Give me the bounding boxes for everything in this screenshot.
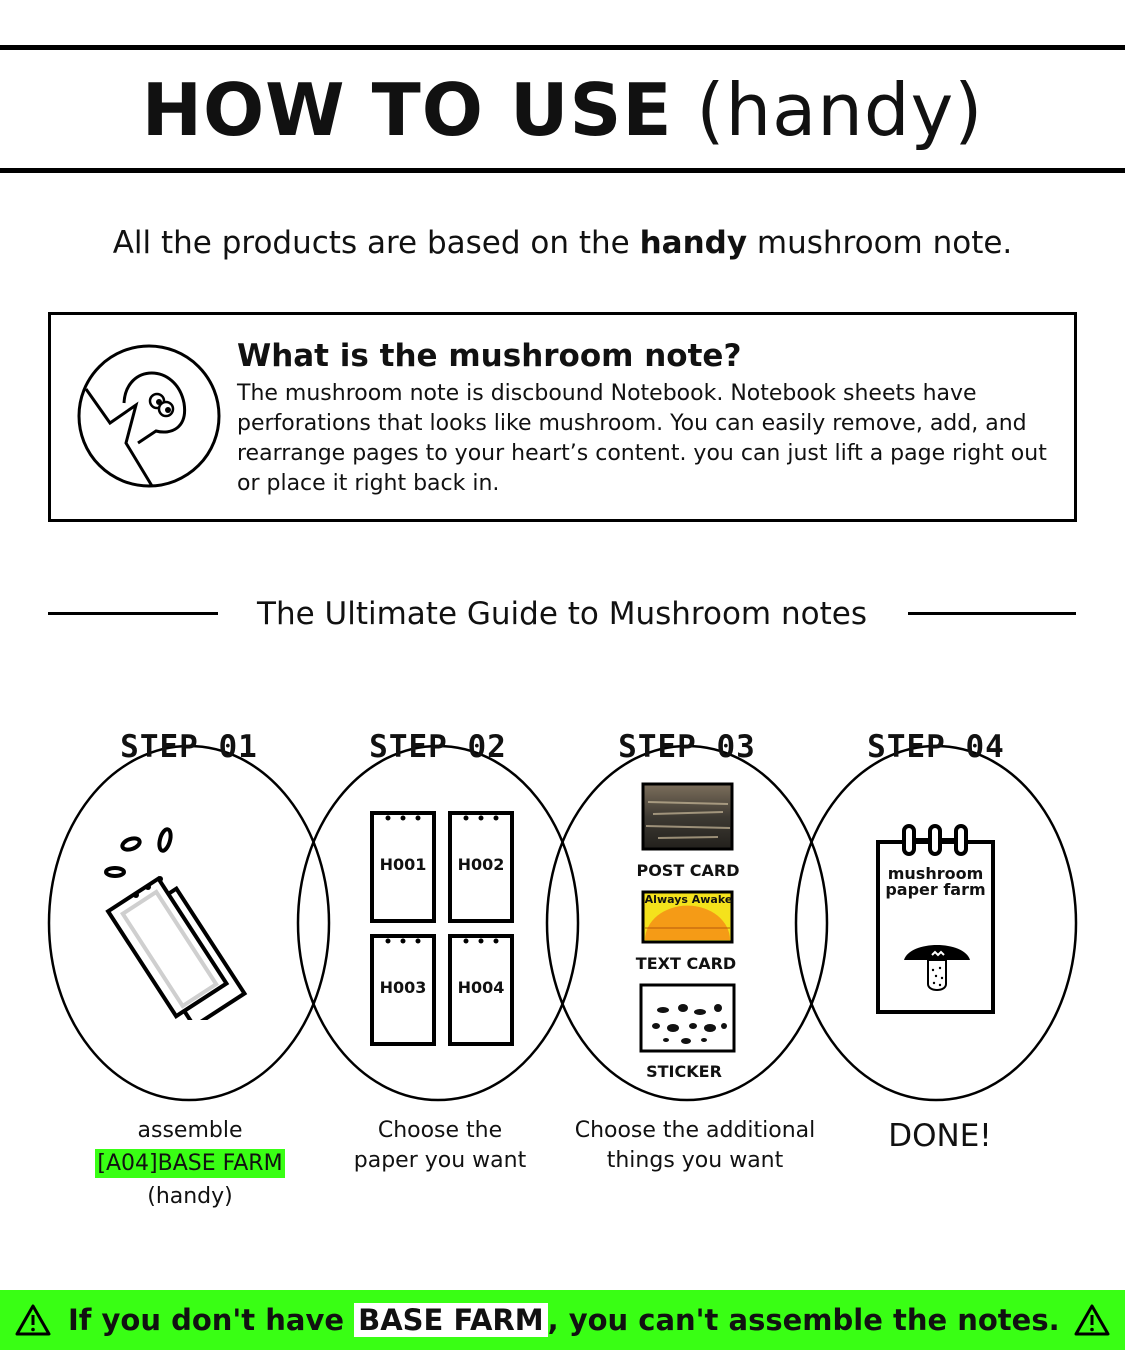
step-01-caption bbox=[70, 1116, 310, 1212]
notebook-brand-line2: paper farm bbox=[885, 880, 986, 899]
paper-h004-label: H004 bbox=[457, 978, 505, 997]
step-01-caption-line1: assemble bbox=[137, 1118, 243, 1143]
step-03-label: STEP 03 bbox=[618, 729, 756, 765]
paper-h002-label: H002 bbox=[457, 855, 505, 874]
step-01-caption-highlight-row bbox=[70, 1149, 310, 1179]
warning-icon bbox=[15, 1303, 51, 1337]
guide-title: The Ultimate Guide to Mushroom notes bbox=[257, 596, 867, 632]
warning-post: , you can't assemble the notes. bbox=[547, 1303, 1060, 1337]
step-04-label: STEP 04 bbox=[867, 729, 1005, 765]
step-02-caption-line2: paper you want bbox=[353, 1148, 527, 1173]
page-title-bold: HOW TO USE bbox=[141, 68, 673, 152]
header-bottom-rule bbox=[0, 168, 1125, 173]
step-03-caption bbox=[555, 1116, 835, 1176]
warning-icon bbox=[1074, 1303, 1110, 1337]
step-02-caption bbox=[320, 1116, 560, 1176]
step-01-caption-line3: (handy) bbox=[147, 1184, 233, 1209]
text-card-label: TEXT CARD bbox=[635, 954, 737, 973]
paper-h003-label: H003 bbox=[379, 978, 427, 997]
sticker-sheet-image bbox=[641, 985, 734, 1051]
intro-bold: handy bbox=[639, 225, 748, 261]
notebook-brand-line1: mushroom bbox=[887, 864, 984, 883]
guide-left-rule bbox=[48, 612, 218, 615]
assemble-base-farm-icon bbox=[95, 820, 285, 1020]
post-card-label: POST CARD bbox=[636, 861, 740, 880]
step-02-label: STEP 02 bbox=[369, 729, 507, 765]
warning-pre: If you don't have bbox=[68, 1303, 355, 1337]
post-card-image bbox=[643, 784, 732, 849]
sticker-label: STICKER bbox=[646, 1062, 722, 1081]
warning-banner bbox=[0, 1290, 1125, 1350]
intro-pre: All the products are based on the bbox=[112, 225, 640, 261]
info-box bbox=[48, 312, 1077, 522]
mushroom-perforation-icon bbox=[76, 343, 222, 489]
paper-h001-label: H001 bbox=[379, 855, 427, 874]
step-02-caption-line1: Choose the bbox=[377, 1118, 503, 1143]
info-body: The mushroom note is discbound Notebook. Notebook sheets have perforations that looks like mushroom. You can easily remove, add, and rearrange pages to your heart’s content. you can just lift a page right out or place it right back in. bbox=[237, 381, 1047, 496]
header-top-rule bbox=[0, 45, 1125, 50]
intro-post: mushroom note. bbox=[747, 225, 1013, 261]
intro-text bbox=[0, 222, 1125, 264]
step-04-caption: DONE! bbox=[888, 1118, 992, 1154]
warning-text bbox=[68, 1301, 1060, 1339]
paper-grid bbox=[368, 808, 518, 1048]
step-03-caption-line1: Choose the additional bbox=[574, 1118, 816, 1143]
base-farm-highlight: [A04]BASE FARM bbox=[97, 1151, 283, 1176]
info-heading: What is the mushroom note? bbox=[237, 338, 742, 374]
additional-items bbox=[638, 782, 738, 1057]
page-title-variant: (handy) bbox=[696, 68, 984, 152]
text-card-text: Always Awake bbox=[644, 893, 733, 906]
step-01-label: STEP 01 bbox=[120, 729, 258, 765]
guide-right-rule bbox=[908, 612, 1076, 615]
step-03-caption-line2: things you want bbox=[606, 1148, 784, 1173]
page-title bbox=[0, 68, 1125, 152]
finished-notebook-icon bbox=[874, 822, 1000, 1017]
warning-boxed: BASE FARM bbox=[354, 1303, 547, 1337]
